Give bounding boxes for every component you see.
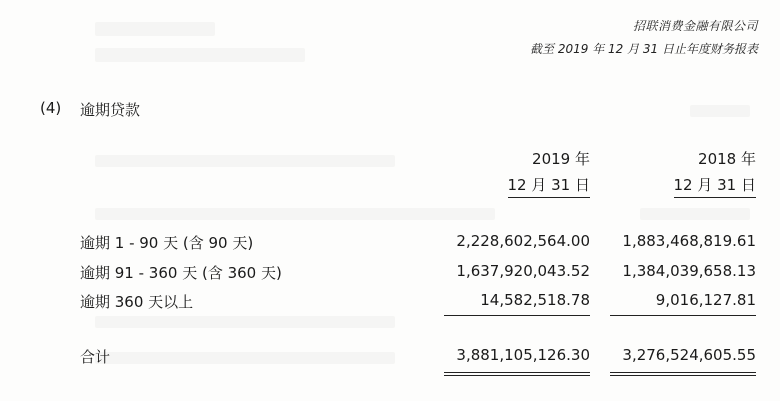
column-date: 12 月 31 日 bbox=[508, 174, 590, 198]
column-year: 2018 年 bbox=[698, 150, 756, 168]
total-2019: 3,881,105,126.30 bbox=[456, 346, 590, 364]
total-double-rule bbox=[610, 372, 756, 373]
scan-shadow bbox=[95, 22, 215, 36]
scan-shadow bbox=[95, 155, 395, 167]
value-2019: 14,582,518.78 bbox=[480, 291, 590, 309]
row-label: 逾期 91 - 360 天 (含 360 天) bbox=[80, 264, 282, 282]
scan-shadow bbox=[690, 105, 750, 117]
table-row bbox=[0, 232, 780, 256]
column-year: 2019 年 bbox=[532, 150, 590, 168]
section-title: 逾期贷款 bbox=[80, 101, 141, 119]
company-name: 招联消费金融有限公司 bbox=[632, 19, 758, 33]
statement-period: 截至 2019 年 12 月 31 日止年度财务报表 bbox=[530, 42, 758, 56]
scan-shadow bbox=[640, 208, 750, 220]
total-row bbox=[0, 346, 780, 370]
scan-shadow bbox=[95, 208, 495, 220]
total-double-rule bbox=[444, 372, 590, 373]
value-2018: 1,883,468,819.61 bbox=[622, 232, 756, 250]
row-label: 逾期 1 - 90 天 (含 90 天) bbox=[80, 234, 254, 252]
scan-shadow bbox=[95, 316, 395, 328]
total-label: 合计 bbox=[80, 348, 111, 366]
column-header-2019 bbox=[470, 146, 590, 198]
scan-shadow bbox=[95, 48, 305, 62]
column-date: 12 月 31 日 bbox=[674, 174, 756, 198]
value-2019: 2,228,602,564.00 bbox=[456, 232, 590, 250]
column-header-2018 bbox=[630, 146, 756, 198]
subtotal-rule bbox=[610, 315, 756, 316]
table-row bbox=[0, 262, 780, 286]
total-double-rule bbox=[610, 375, 756, 376]
section-number: (4) bbox=[40, 99, 62, 117]
total-2018: 3,276,524,605.55 bbox=[622, 346, 756, 364]
total-double-rule bbox=[444, 375, 590, 376]
subtotal-rule bbox=[444, 315, 590, 316]
value-2018: 9,016,127.81 bbox=[655, 291, 756, 309]
value-2019: 1,637,920,043.52 bbox=[456, 262, 590, 280]
value-2018: 1,384,039,658.13 bbox=[622, 262, 756, 280]
table-row bbox=[0, 291, 780, 315]
row-label: 逾期 360 天以上 bbox=[80, 293, 194, 311]
